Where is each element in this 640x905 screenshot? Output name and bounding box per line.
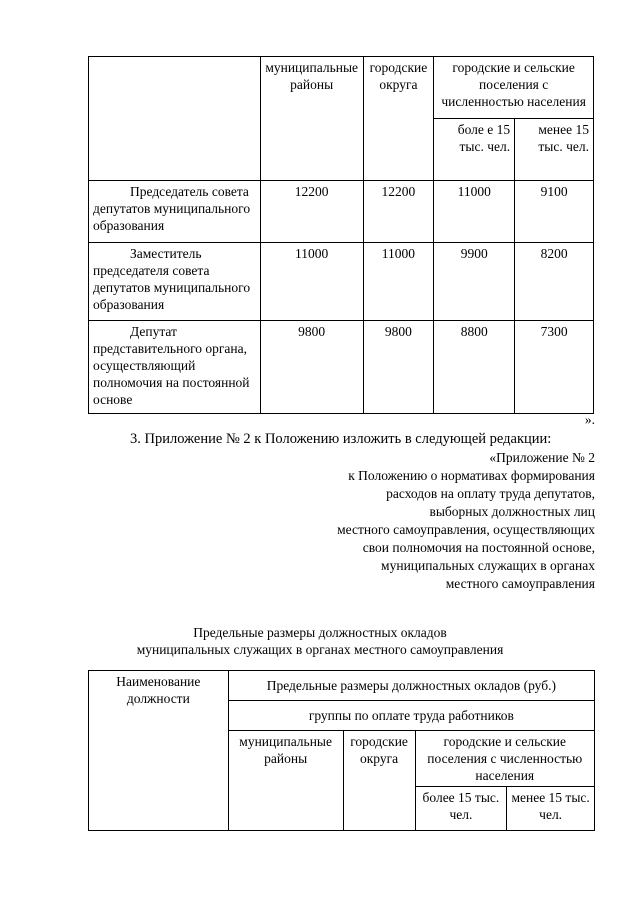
- header-less-15k: менее 15 тыс. чел.: [515, 119, 594, 181]
- cell-value: 9800: [260, 321, 363, 414]
- table-row: [89, 243, 594, 321]
- cell-value: 7300: [515, 321, 594, 414]
- header-position-name: Наименование должности: [89, 671, 229, 831]
- header-empty-cell: [89, 57, 261, 181]
- salary-table-employees: [88, 670, 595, 831]
- item-3-paragraph: 3. Приложение № 2 к Положению изложить в следующей редакции:: [130, 431, 552, 447]
- header-municipal-districts: муниципальные районы: [228, 731, 343, 831]
- section-title: Предельные размеры должностных окладов: [193, 625, 447, 640]
- row-title: Депутат представительного органа, осуществляющий полномочия на постоянной основе: [89, 321, 261, 414]
- cell-value: 12200: [260, 181, 363, 243]
- appendix-line: местного самоуправления: [445, 576, 595, 591]
- appendix-line: местного самоуправления, осуществляющих: [337, 522, 595, 537]
- appendix-line: свои полномочия на постоянной основе,: [362, 540, 595, 555]
- table-row: [89, 181, 594, 243]
- cell-value: 8800: [434, 321, 515, 414]
- cell-value: 12200: [363, 181, 434, 243]
- salary-table-deputies: [88, 56, 594, 414]
- appendix-line: «Приложение № 2: [489, 450, 595, 465]
- header-settlements: городские и сельские поселения с численностью населения: [434, 57, 594, 119]
- header-less-15k: менее 15 тыс. чел.: [507, 787, 595, 831]
- cell-value: 9900: [434, 243, 515, 321]
- cell-value: 11000: [260, 243, 363, 321]
- appendix-line: расходов на оплату труда депутатов,: [386, 486, 595, 501]
- header-more-15k: боле е 15 тыс. чел.: [434, 119, 515, 181]
- cell-value: 9800: [363, 321, 434, 414]
- header-more-15k: более 15 тыс. чел.: [415, 787, 507, 831]
- header-settlements: городские и сельские поселения с численностью населения: [415, 731, 594, 787]
- appendix-line: выборных должностных лиц: [429, 504, 595, 519]
- header-salary-limits: Предельные размеры должностных окладов (руб.): [228, 671, 594, 701]
- appendix-line: к Положению о нормативах формирования: [348, 468, 595, 483]
- appendix-line: муниципальных служащих в органах: [381, 558, 595, 573]
- table-row: [89, 321, 594, 414]
- cell-value: 11000: [434, 181, 515, 243]
- header-city-districts: городские округа: [343, 731, 415, 831]
- row-title: Председатель совета депутатов муниципального образования: [89, 181, 261, 243]
- row-title: Заместитель председателя совета депутатов муниципального образования: [89, 243, 261, 321]
- header-pay-groups: группы по оплате труда работников: [228, 701, 594, 731]
- cell-value: 8200: [515, 243, 594, 321]
- section-subtitle: муниципальных служащих в органах местного самоуправления: [136, 642, 504, 657]
- header-municipal-districts: муниципальные районы: [260, 57, 363, 181]
- cell-value: 9100: [515, 181, 594, 243]
- header-city-districts: городские округа: [363, 57, 434, 181]
- cell-value: 11000: [363, 243, 434, 321]
- closing-quote: ».: [584, 412, 595, 427]
